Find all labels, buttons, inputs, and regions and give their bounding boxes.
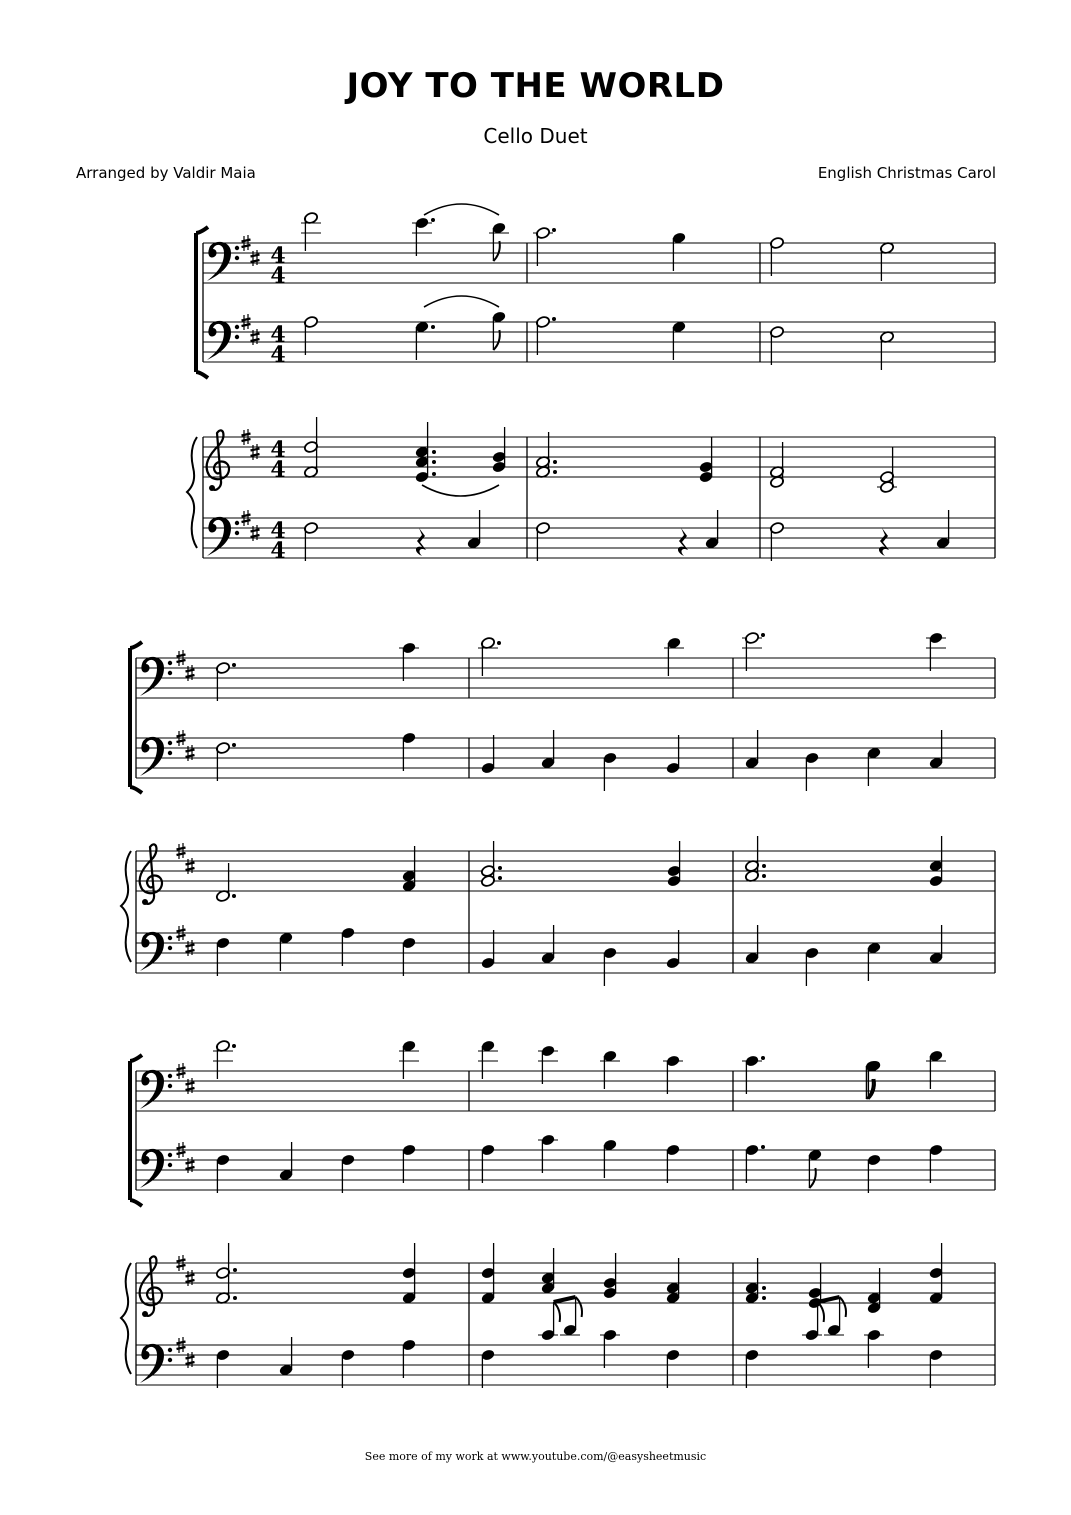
quarter-rest-icon [879, 528, 889, 556]
piano-brace [121, 851, 131, 962]
time-signature-top: 4 [270, 243, 286, 269]
augmentation-dot [553, 460, 557, 464]
augmentation-dot [233, 1268, 237, 1272]
augmentation-dot [431, 325, 435, 329]
quarter-rest-icon [416, 528, 426, 556]
bass-clef-icon [140, 1344, 172, 1383]
staff-piano-bass [203, 518, 995, 558]
augmentation-dot [497, 641, 501, 645]
footer-credit: See more of my work at www.youtube.com/@easysheetmusic [364, 1450, 707, 1463]
augmentation-dot [232, 743, 236, 747]
treble-clef-icon [140, 1256, 162, 1317]
staff-piano-bass [136, 933, 995, 973]
augmentation-dot [552, 228, 556, 232]
time-signature-bottom: 4 [270, 263, 286, 289]
augmentation-dot [762, 874, 766, 878]
sharp-icon [186, 1352, 195, 1368]
piece-title: JOY TO THE WORLD [346, 66, 725, 106]
slur [424, 296, 499, 307]
augmentation-dot [432, 450, 436, 454]
staff-vc1 [203, 243, 995, 283]
arranger-credit: Arranged by Valdir Maia [76, 164, 256, 182]
piano-brace [121, 1263, 131, 1374]
sharp-icon [251, 525, 260, 541]
time-signature-bottom: 4 [270, 538, 286, 564]
note-beam [554, 1297, 576, 1302]
note-flag [809, 1168, 815, 1188]
sharp-icon [186, 940, 195, 956]
sharp-icon [251, 329, 260, 345]
staff-vc2 [203, 322, 995, 362]
sharp-icon [186, 665, 195, 681]
augmentation-dot [762, 1286, 766, 1290]
time-signature-top: 4 [270, 518, 286, 544]
note-flag [554, 1302, 560, 1322]
augmentation-dot [762, 1296, 766, 1300]
augmentation-dot [233, 1296, 237, 1300]
augmentation-dot [232, 1044, 236, 1048]
bass-clef-icon [140, 657, 172, 696]
augmentation-dot [553, 470, 557, 474]
staff-piano-treble [136, 1263, 995, 1303]
bass-clef-icon [140, 1070, 172, 1109]
slur [424, 204, 499, 215]
augmentation-dot [761, 1145, 765, 1149]
bass-clef-icon [207, 242, 239, 281]
augmentation-dot [431, 218, 435, 222]
piece-subtitle: Cello Duet [483, 124, 588, 148]
augmentation-dot [498, 866, 502, 870]
bass-clef-icon [140, 1149, 172, 1188]
sharp-icon [186, 1078, 195, 1094]
staff-vc2 [136, 1150, 995, 1190]
sharp-icon [251, 444, 260, 460]
staff-bracket [196, 227, 208, 378]
treble-clef-icon [140, 844, 162, 905]
slur [422, 485, 499, 496]
time-signature-top: 4 [270, 322, 286, 348]
note-flag [493, 241, 499, 261]
time-signature-top: 4 [270, 437, 286, 463]
augmentation-dot [232, 663, 236, 667]
augmentation-dot [761, 633, 765, 637]
augmentation-dot [761, 1056, 765, 1060]
staff-vc2 [136, 738, 995, 778]
note-flag [840, 1297, 846, 1317]
staff-piano-bass [136, 1345, 995, 1385]
bass-clef-icon [140, 737, 172, 776]
augmentation-dot [432, 472, 436, 476]
piano-brace [187, 437, 197, 548]
augmentation-dot [762, 864, 766, 868]
notation-layer [121, 204, 995, 1388]
quarter-rest-icon [678, 528, 688, 556]
sharp-icon [186, 1270, 195, 1286]
time-signature-bottom: 4 [270, 342, 286, 368]
treble-clef-icon [207, 430, 229, 491]
staff-vc1 [136, 658, 995, 698]
bass-clef-icon [207, 321, 239, 360]
staff-piano-treble [203, 437, 995, 477]
augmentation-dot [232, 894, 236, 898]
staff-piano-treble [136, 851, 995, 891]
note-flag [493, 330, 499, 350]
sharp-icon [186, 858, 195, 874]
augmentation-dot [432, 460, 436, 464]
note-flag [576, 1297, 582, 1317]
sharp-icon [251, 250, 260, 266]
sharp-icon [186, 1157, 195, 1173]
time-signature-bottom: 4 [270, 457, 286, 483]
bass-clef-icon [207, 517, 239, 556]
bass-clef-icon [140, 932, 172, 971]
composer-credit: English Christmas Carol [817, 164, 996, 182]
augmentation-dot [552, 317, 556, 321]
sharp-icon [186, 745, 195, 761]
augmentation-dot [498, 876, 502, 880]
